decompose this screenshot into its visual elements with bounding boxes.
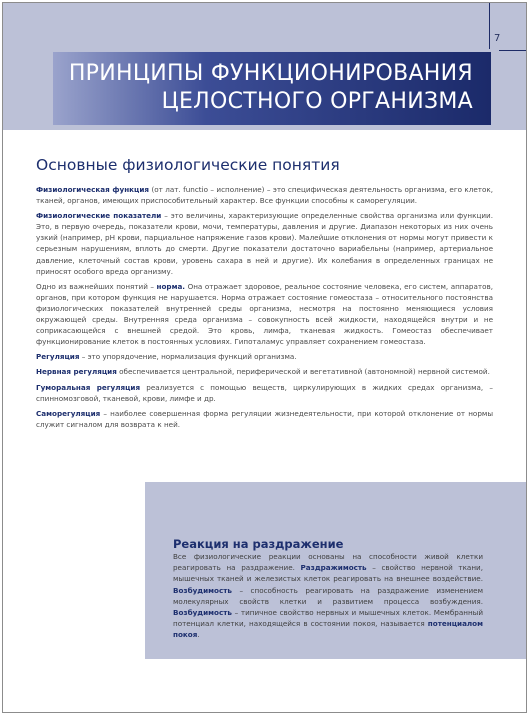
paragraph-text: – это величины, характеризующие определенные свойства организма или функции. Это, в первую очередь, показатели крови, мочи, температуры, давления и другие. Диапазон некоторых из них очень узкий (например, рН крови, парциальное напряжение газов крови). Малейшие отклонения от нормы могут привести к серьезным нарушениям, вплоть до смерти. Другие показатели достаточно вариабельны (например, артериальное давление, клеточный состав крови, уровень сахара в ней и другие). Их колебания в определенных границах не приносят особого вреда организму. (36, 211, 493, 276)
paragraph (36, 184, 493, 206)
term: Физиологические показатели (36, 211, 162, 221)
chapter-title-line-1: ПРИНЦИПЫ ФУНКЦИОНИРОВАНИЯ (68, 61, 473, 86)
page (2, 2, 527, 713)
header-rule-horizontal (499, 50, 526, 51)
header-rule-vertical (489, 3, 490, 49)
paragraph-lead: Одно из важнейших понятий – (36, 281, 157, 291)
box-text-part: – свойство нервной ткани, мышечных тканей и железистых клеток реагировать на внешнее воздействие. (173, 563, 483, 584)
paragraph (36, 351, 493, 362)
paragraph-text: реализуется с помощью веществ, циркулирующих в жидких средах организма, – спинномозговой, тканевой, крови, лимфе и др. (36, 382, 493, 403)
paragraph (36, 366, 493, 377)
paragraph (36, 408, 493, 430)
term: Нервная регуляция (36, 367, 117, 377)
box-text-part: – типичное свойство нервных и мышечных клеток. Мембранный потенциал клетки, находящейся в состоянии покоя, называется (173, 608, 483, 629)
term: Гуморальная регуляция (36, 382, 141, 392)
term: Раздражимость (300, 563, 367, 573)
page-number: 7 (494, 33, 501, 44)
section-title: Основные физиологические понятия (36, 156, 340, 174)
box-text-part: – способность реагировать на раздражение изменением молекулярных свойств клетки и развитием процесса возбуждения. (173, 585, 483, 606)
term: Саморегуляция (36, 408, 101, 418)
sidebar-box-text (173, 551, 483, 641)
term: потенциалом покоя (173, 619, 483, 640)
paragraph (36, 382, 493, 404)
paragraph-text: (от лат. functio – исполнение) – это специфическая деятельность организма, его клеток, тканей, органов, имеющих приспособительный характер. Все функции способны к саморегуляции. (36, 185, 493, 206)
term: Регуляция (36, 352, 80, 362)
term: Возбудимость (173, 585, 232, 595)
term: норма. (156, 281, 186, 291)
chapter-title-line-2: ЦЕЛОСТНОГО ОРГАНИЗМА (161, 89, 473, 114)
paragraph (36, 210, 493, 277)
paragraph-text: обеспечивается центральной, периферической и вегетативной (автономной) нервной системой. (116, 367, 490, 377)
box-text-part: Все физиологические реакции основаны на способности живой клетки реагировать на раздражение. (173, 552, 483, 573)
paragraph-text: – это упорядочение, нормализация функций организма. (79, 352, 297, 362)
term: Возбудимость (173, 608, 232, 618)
paragraph-text: – наиболее совершенная форма регуляции жизнедеятельности, при которой отклонение от нормы служит сигналом для возврата к ней. (36, 408, 493, 429)
paragraph-text: Она отражает здоровое, реальное состояние человека, его систем, аппаратов, органов, при котором функция не нарушается. Норма отражает состояние гомеостаза – относительного постоянства физиологических показателей внутренней среды организма, несмотря на постоянно меняющиеся условия окружающей среды. Внутренняя среда организма – совокупность всей жидкости, находящейся внутри и не соприкасающейся с внешней средой. Это кровь, лимфа, тканевая жидкость. Гомеостаз обеспечивает функционирование клеток в постоянных условиях. Гипоталамус управляет сохранением гомеостаза. (36, 281, 493, 347)
header-band (3, 3, 526, 130)
box-text-part: . (197, 630, 200, 640)
chapter-title-banner (53, 52, 491, 125)
sidebar-box-title: Реакция на раздражение (173, 537, 344, 551)
body-text (36, 184, 493, 434)
term: Физиологическая функция (36, 185, 150, 194)
paragraph (36, 281, 493, 348)
sidebar-box (145, 482, 526, 659)
